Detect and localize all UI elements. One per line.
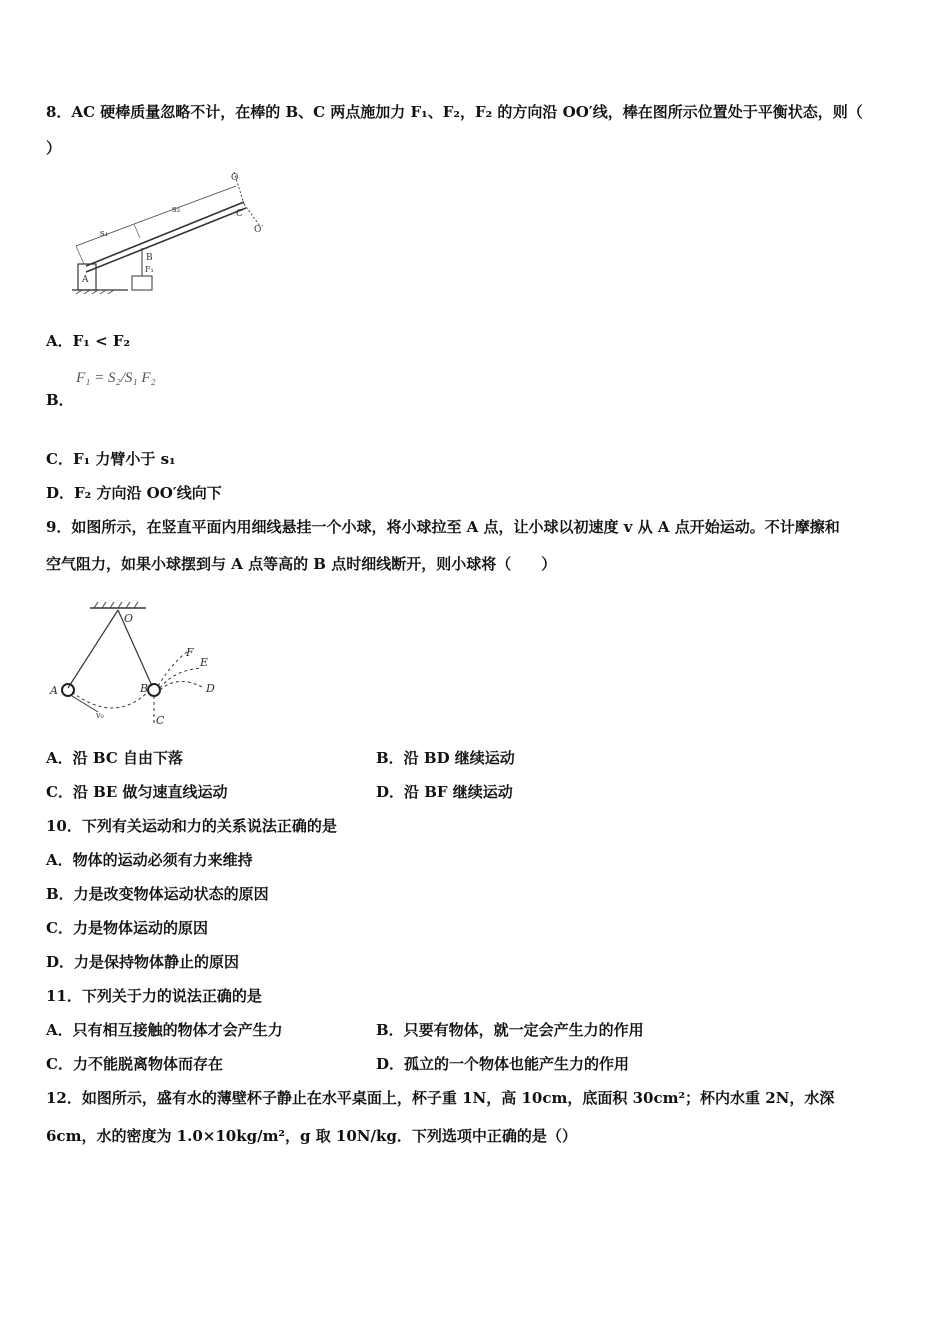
q8-option-b-label: B． bbox=[46, 391, 74, 409]
q9-label-a: A bbox=[50, 684, 58, 697]
q10-stem: 10．下列有关运动和力的关系说法正确的是 bbox=[46, 817, 337, 835]
q8-stem-line1: 8．AC 硬棒质量忽略不计，在棒的 B、C 两点施加力 F₁、F₂，F₂ 的方向沿 OO′线，棒在图所示位置处于平衡状态，则（ bbox=[46, 103, 863, 121]
q8-label-c: C bbox=[236, 209, 243, 219]
q11-option-d: D．孤立的一个物体也能产生力的作用 bbox=[376, 1055, 630, 1073]
q9-stem-line2: 空气阻力，如果小球摆到与 A 点等高的 B 点时细线断开，则小球将（ ） bbox=[46, 555, 557, 573]
q8-option-b-formula: F₁ = S₂/S₁ F₂ bbox=[76, 370, 156, 386]
q10-option-b: B．力是改变物体运动状态的原因 bbox=[46, 885, 269, 903]
q8-stem-line2: ） bbox=[46, 139, 62, 157]
q9-label-v0: v₀ bbox=[96, 711, 104, 720]
q8-label-o-prime: O′ bbox=[254, 225, 264, 235]
q12-stem-line1: 12．如图所示，盛有水的薄壁杯子静止在水平桌面上，杯子重 1N，高 10cm，底面积 30cm²；杯内水重 2N，水深 bbox=[46, 1089, 835, 1107]
q8-option-a: A．F₁ < F₂ bbox=[46, 332, 131, 350]
q9-stem-line1: 9．如图所示，在竖直平面内用细线悬挂一个小球，将小球拉至 A 点，让小球以初速度 v 从 A 点开始运动。不计摩擦和 bbox=[46, 518, 840, 536]
q8-label-o: O bbox=[231, 173, 239, 183]
q9-label-d: D bbox=[206, 682, 215, 695]
q9-option-d: D．沿 BF 继续运动 bbox=[376, 783, 513, 801]
q8-label-s1: s₁ bbox=[100, 229, 109, 239]
q9-option-b: B．沿 BD 继续运动 bbox=[376, 749, 515, 767]
q8-label-f1: F₁ bbox=[145, 265, 154, 274]
q8-option-d: D．F₂ 方向沿 OO′线向下 bbox=[46, 484, 222, 502]
q9-label-f: F bbox=[186, 646, 194, 659]
q9-label-c: C bbox=[156, 714, 165, 727]
q9-label-o: O bbox=[124, 612, 134, 625]
q9-label-b: B bbox=[140, 682, 149, 695]
q9-option-a: A．沿 BC 自由下落 bbox=[46, 749, 183, 767]
q11-option-b: B．只要有物体，就一定会产生力的作用 bbox=[376, 1021, 644, 1039]
q11-option-a: A．只有相互接触的物体才会产生力 bbox=[46, 1021, 283, 1039]
q8-label-a: A bbox=[82, 275, 89, 285]
q8-label-s2: s₂ bbox=[172, 205, 181, 215]
q11-stem: 11．下列关于力的说法正确的是 bbox=[46, 987, 262, 1005]
q12-stem-line2: 6cm，水的密度为 1.0×10kg/m²，g 取 10N/kg．下列选项中正确的是（） bbox=[46, 1127, 577, 1145]
q10-option-c: C．力是物体运动的原因 bbox=[46, 919, 208, 937]
q9-pendulum-figure bbox=[44, 600, 234, 730]
q8-option-c: C．F₁ 力臂小于 s₁ bbox=[46, 450, 176, 468]
q8-label-b: B bbox=[146, 253, 153, 263]
q9-option-c: C．沿 BE 做匀速直线运动 bbox=[46, 783, 228, 801]
q11-option-c: C．力不能脱离物体而存在 bbox=[46, 1055, 223, 1073]
q9-label-e: E bbox=[200, 656, 209, 669]
q10-option-a: A．物体的运动必须有力来维持 bbox=[46, 851, 253, 869]
q8-lever-figure bbox=[68, 168, 278, 298]
q10-option-d: D．力是保持物体静止的原因 bbox=[46, 953, 240, 971]
